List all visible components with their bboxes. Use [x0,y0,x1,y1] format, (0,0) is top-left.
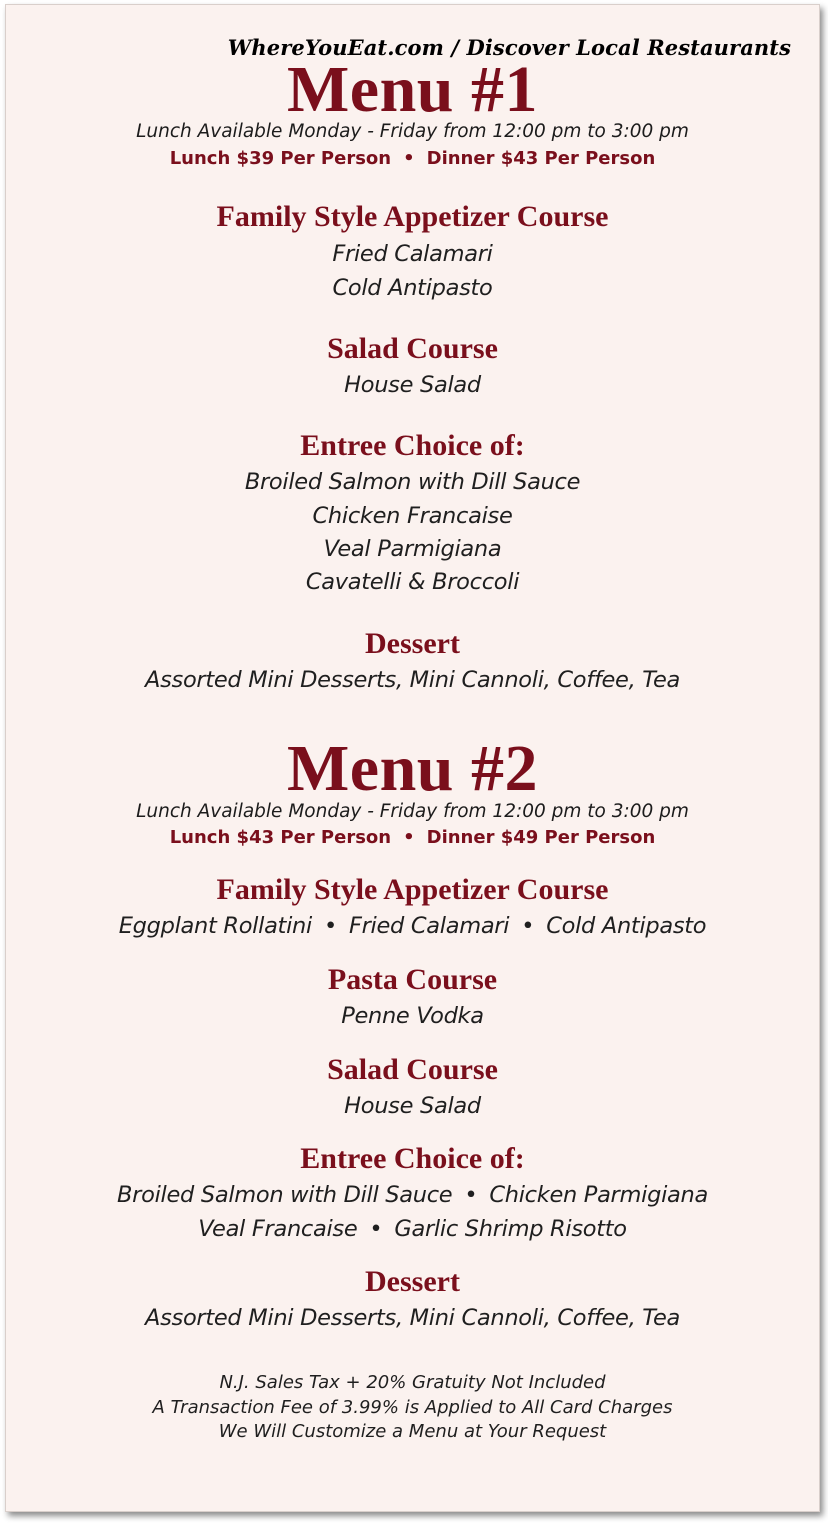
menu2-prices [6,827,819,848]
footer-line: We Will Customize a Menu at Your Request [218,1421,607,1442]
menu2-entree-item: Chicken Parmigiana [489,1182,708,1208]
separator-dot: • [323,913,337,939]
menu2-appetizer-heading: Family Style Appetizer Course [216,873,609,906]
menu2-appetizer-row [6,913,819,939]
separator-dot: • [403,827,415,848]
menu2-title: Menu #2 [287,732,538,805]
separator-dot: • [464,1182,478,1208]
menu1-appetizer-item: Fried Calamari [332,241,493,267]
menu1-salad-heading: Salad Course [327,332,498,365]
menu2-pasta-item: Penne Vodka [341,1003,484,1029]
menu1-availability: Lunch Available Monday - Friday from 12:00 pm to 3:00 pm [136,121,689,142]
menu1-dinner-price: Dinner $43 Per Person [426,148,656,169]
menu2-entree-item: Garlic Shrimp Risotto [394,1216,627,1242]
menu2-salad-item: House Salad [344,1093,481,1119]
menu2-entree-row [6,1216,819,1242]
menu2-appetizer-item: Eggplant Rollatini [118,913,312,939]
menu2-pasta-heading: Pasta Course [327,963,498,996]
separator-dot: • [369,1216,383,1242]
menu2-appetizer-item: Fried Calamari [348,913,510,939]
menu1-entree-item: Broiled Salmon with Dill Sauce [244,469,581,495]
watermark: WhereYouEat.com / Discover Local Restaurants [227,35,791,60]
menu2-appetizer-item: Cold Antipasto [546,913,707,939]
menu2-entree-item: Veal Francaise [198,1216,358,1242]
footer-line: N.J. Sales Tax + 20% Gratuity Not Included [219,1372,606,1393]
menu1-entree-item: Veal Parmigiana [323,536,502,562]
menu1-entree-item: Cavatelli & Broccoli [305,569,520,595]
menu2-dinner-price: Dinner $49 Per Person [426,827,656,848]
menu2-entree-row [6,1182,819,1208]
menu2-entree-heading: Entree Choice of: [300,1142,525,1175]
menu1-dessert-heading: Dessert [365,627,460,660]
menu2-lunch-price: Lunch $43 Per Person [169,827,392,848]
menu1-appetizer-heading: Family Style Appetizer Course [216,200,609,233]
menu1-prices [6,148,819,169]
menu2-entree-item: Broiled Salmon with Dill Sauce [117,1182,453,1208]
menu1-lunch-price: Lunch $39 Per Person [169,148,392,169]
menu2-salad-heading: Salad Course [327,1053,498,1086]
menu1-entree-heading: Entree Choice of: [300,429,525,462]
menu1-salad-item: House Salad [344,372,481,398]
menu1-appetizer-item: Cold Antipasto [332,275,493,301]
menu1-entree-item: Chicken Francaise [312,503,513,529]
menu1-dessert-item: Assorted Mini Desserts, Mini Cannoli, Coffee, Tea [145,667,680,693]
menu-card [5,4,820,1512]
menu2-dessert-heading: Dessert [365,1265,460,1298]
separator-dot: • [521,913,535,939]
separator-dot: • [403,148,415,169]
menu1-title: Menu #1 [287,53,538,126]
menu2-availability: Lunch Available Monday - Friday from 12:00 pm to 3:00 pm [136,801,689,822]
footer-line: A Transaction Fee of 3.99% is Applied to All Card Charges [152,1397,673,1418]
menu2-dessert-item: Assorted Mini Desserts, Mini Cannoli, Coffee, Tea [145,1305,680,1331]
